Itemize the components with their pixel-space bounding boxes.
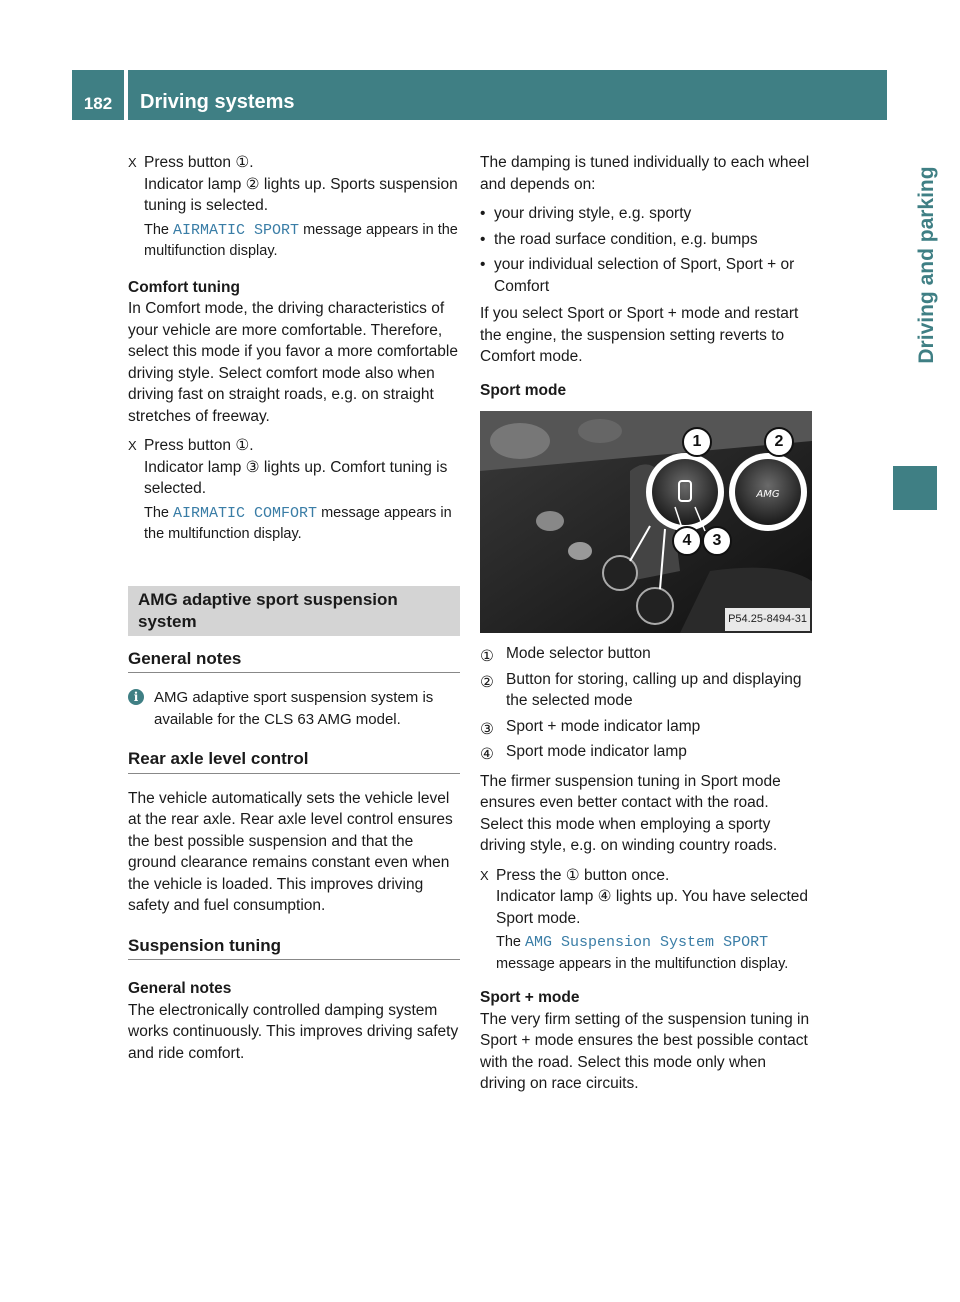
message-prefix: The xyxy=(144,504,169,521)
suspension-text: The electronically controlled damping system works continuously. This improves driving safety and ride comfort. xyxy=(128,1001,459,1062)
step-action: Press the ① button once. xyxy=(496,866,670,884)
info-note xyxy=(128,687,460,730)
callout-1: 1 xyxy=(682,427,712,457)
right-column xyxy=(480,152,812,1103)
suspension-heading: Suspension tuning xyxy=(128,935,460,961)
bullet-icon: • xyxy=(480,256,486,273)
sport-plus-text: The very firm setting of the suspension tuning in Sport + mode ensures the best possible contact with the road. Select this mode only when driving on race circuits. xyxy=(480,1010,810,1092)
instruction-step xyxy=(480,865,812,976)
list-item: • the road surface condition, e.g. bumps xyxy=(480,229,812,251)
info-icon: i xyxy=(128,689,144,705)
legend-item: ④ Sport mode indicator lamp xyxy=(480,741,812,763)
legend-item: ③ Sport + mode indicator lamp xyxy=(480,716,812,738)
side-tab-marker xyxy=(893,466,937,510)
page-number: 182 xyxy=(72,70,124,120)
message-suffix: message appears in the multifunction display. xyxy=(496,955,789,972)
sub-general-notes: General notes xyxy=(128,980,232,997)
comfort-text: In Comfort mode, the driving characteristics of your vehicle are more comfortable. Therefore, select this mode if you favor a more comfortable driving style. Select comfort mode also when driving fast on straight roads, e.g. on straight stretches of freeway. xyxy=(128,300,458,425)
step-action: Press button ①. xyxy=(144,437,254,454)
callout-2: 2 xyxy=(764,427,794,457)
damping-intro: The damping is tuned individually to each wheel and depends on: xyxy=(480,154,810,193)
step-result: Indicator lamp ③ lights up. Comfort tuning is selected. xyxy=(144,458,448,497)
sport-plus-heading: Sport + mode xyxy=(480,989,580,1006)
section-title: AMG adaptive sport suspension system xyxy=(128,586,460,636)
display-message: AIRMATIC SPORT xyxy=(173,221,300,239)
instruction-step xyxy=(128,152,460,263)
legend-item: ① Mode selector button xyxy=(480,643,812,665)
comfort-heading: Comfort tuning xyxy=(128,278,240,296)
legend-number: ① xyxy=(480,648,494,665)
bullet-icon: • xyxy=(480,230,486,248)
instruction-step xyxy=(128,435,460,546)
side-tab xyxy=(893,70,960,460)
callout-3: 3 xyxy=(702,526,732,556)
callout-4: 4 xyxy=(672,526,702,556)
step-marker-icon: X xyxy=(480,867,489,883)
message-suffix: message appears in the multifunction display. xyxy=(144,504,452,542)
side-tab-label: Driving and parking xyxy=(914,166,938,364)
step-marker-icon: X xyxy=(128,155,137,170)
step-action: Press button ①. xyxy=(144,154,254,171)
legend-number: ③ xyxy=(480,720,494,738)
message-suffix: message appears in the multifunction display. xyxy=(144,221,458,259)
display-message: AMG Suspension System SPORT xyxy=(525,934,769,951)
message-prefix: The xyxy=(144,221,169,238)
legend-item: ② Button for storing, calling up and displaying the selected mode xyxy=(480,670,802,709)
message-prefix: The xyxy=(496,934,521,950)
legend-number: ④ xyxy=(480,746,494,763)
page-title: Driving systems xyxy=(128,70,887,120)
console-photo xyxy=(480,411,812,633)
sport-mode-heading: Sport mode xyxy=(480,381,567,399)
console-illustration xyxy=(480,411,812,633)
step-marker-icon: X xyxy=(128,438,137,453)
damping-factors-list xyxy=(480,203,812,297)
bullet-icon: • xyxy=(480,205,486,222)
photo-caption: P54.25-8494-31 xyxy=(725,608,810,632)
general-notes-heading: General notes xyxy=(128,648,460,674)
rear-axle-text: The vehicle automatically sets the vehicle level at the rear axle. Rear axle level control ensures the best possible suspension and that the ground clearance remains constant even when the vehicle is loaded. This improves driving safety and fuel consumption. xyxy=(128,789,453,914)
restart-text: If you select Sport or Sport + mode and restart the engine, the suspension setting reverts to Comfort mode. xyxy=(480,305,799,365)
list-item: • your driving style, e.g. sporty xyxy=(480,203,812,225)
svg-text:AMG: AMG xyxy=(756,489,780,500)
left-column xyxy=(128,152,460,1072)
info-text: AMG adaptive sport suspension system is available for the CLS 63 AMG model. xyxy=(154,689,434,728)
step-result: Indicator lamp ② lights up. Sports suspension tuning is selected. xyxy=(144,175,458,214)
display-message: AIRMATIC COMFORT xyxy=(173,504,318,522)
rear-axle-heading: Rear axle level control xyxy=(128,748,460,774)
legend-number: ② xyxy=(480,673,494,691)
firmer-text: The firmer suspension tuning in Sport mode ensures even better contact with the road. Select this mode when employing a sporty driving style, e.g. on winding country roads. xyxy=(480,772,781,854)
step-result: Indicator lamp ④ lights up. You have selected Sport mode. xyxy=(496,888,809,927)
list-item: • your individual selection of Sport, Sport + or Comfort xyxy=(480,256,795,295)
